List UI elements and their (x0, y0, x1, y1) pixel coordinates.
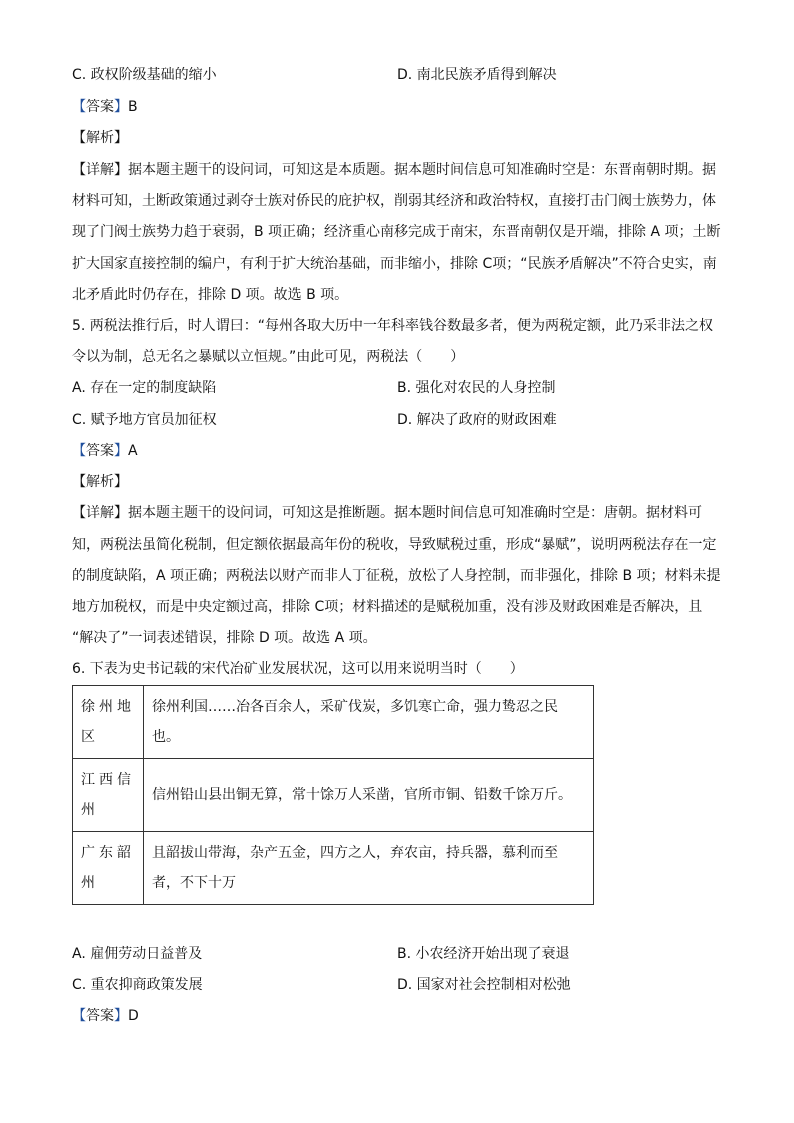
prev-detail-line-4: 扩大国家直接控制的编户，有利于扩大统治基础，而非缩小，排除 C项；“民族矛盾解决”不符合史实，南 (72, 256, 717, 272)
answer-bracket-close: 】 (114, 443, 128, 459)
answer-bracket-close: 】 (114, 1008, 128, 1024)
answer-bracket-open: 【 (72, 443, 86, 459)
q6-answer-value: D (128, 1008, 139, 1024)
q5-option-d: D. 解决了政府的财政困难 (397, 412, 557, 428)
q5-detail-line-4: 地方加税权，而是中央定额过高，排除 C项；材料描述的是赋税加重，没有涉及财政困难是否解决，且 (72, 599, 703, 615)
q5-option-c: C. 赋予地方官员加征权 (72, 412, 217, 428)
q5-detail-text-1: 据本题主题干的设问词，可知这是推断题。据本题时间信息可知准确时空是：唐朝。据材料可 (128, 505, 702, 521)
q5-detail-line-5: “解决了”一词表述错误，排除 D 项。故选 A 项。 (72, 630, 377, 646)
detail-label: 【详解】 (72, 162, 128, 178)
prev-detail-line-3: 现了门阀士族势力趋于衰弱，B 项正确；经济重心南移完成于南宋，东晋南朝仅是开端，排除 A 项；土断 (72, 224, 721, 240)
prev-analysis-label: 【解析】 (72, 130, 128, 146)
q6-answer-line (72, 1006, 139, 1026)
q6-option-a: A. 雇佣劳动日益普及 (72, 946, 203, 962)
q6-option-d: D. 国家对社会控制相对松弛 (397, 977, 571, 993)
prev-detail-line-2: 材料可知，土断政策通过剥夺士族对侨民的庇护权，削弱其经济和政治特权，直接打击门阀士族势力，体 (72, 193, 716, 209)
prev-detail-line-1 (72, 160, 716, 180)
answer-bracket-open: 【 (72, 1008, 86, 1024)
q5-option-a: A. 存在一定的制度缺陷 (72, 380, 217, 396)
q5-detail-line-2: 知，两税法虽简化税制，但定额依据最高年份的税收，导致赋税过重，形成“暴赋”，说明两税法存在一定 (72, 537, 717, 553)
q5-stem-line-2: 令以为制，总无名之暴赋以立恒规。”由此可见，两税法（ ） (72, 349, 465, 365)
table-cell-content: 且韶拔山带海，杂产五金，四方之人，弃农亩，持兵器，慕利而至者，不下十万 (144, 832, 594, 905)
q6-stem: 6. 下表为史书记载的宋代冶矿业发展状况，这可以用来说明当时（ ） (72, 661, 524, 677)
prev-answer-value: B (128, 99, 138, 115)
q5-answer-value: A (128, 443, 138, 459)
answer-bracket-close: 】 (114, 99, 128, 115)
table-row (73, 832, 594, 905)
q5-detail-line-3: 的制度缺陷，A 项正确；两税法以财产而非人丁征税，放松了人身控制，而非强化，排除 B 项；材料未提 (72, 568, 721, 584)
table-cell-region: 广东韶州 (73, 832, 144, 905)
q6-option-c: C. 重农抑商政策发展 (72, 977, 203, 993)
detail-label: 【详解】 (72, 505, 128, 521)
answer-bracket-open: 【 (72, 99, 86, 115)
prev-detail-line-5: 北矛盾此时仍存在，排除 D 项。故选 B 项。 (72, 287, 349, 303)
q5-analysis-label: 【解析】 (72, 474, 128, 490)
table-row (73, 759, 594, 832)
answer-label: 答案 (86, 1008, 114, 1024)
table-cell-content: 徐州利国……冶各百余人，采矿伐炭，多饥寒亡命，强力鸷忍之民也。 (144, 686, 594, 759)
table-cell-region: 徐州地区 (73, 686, 144, 759)
prev-detail-text-1: 据本题主题干的设问词，可知这是本质题。据本题时间信息可知准确时空是：东晋南朝时期。据 (128, 162, 716, 178)
q5-detail-line-1 (72, 503, 702, 523)
q5-answer-line (72, 441, 138, 461)
table-cell-region: 江西信州 (73, 759, 144, 832)
prev-option-c: C. 政权阶级基础的缩小 (72, 67, 217, 83)
table-cell-content: 信州铅山县出铜无算，常十馀万人采凿，官所市铜、铅数千馀万斤。 (144, 759, 594, 832)
answer-label: 答案 (86, 99, 114, 115)
q5-stem-line-1: 5. 两税法推行后，时人谓曰：“每州各取大历中一年科率钱谷数最多者，便为两税定额，此乃采非法之权 (72, 318, 714, 334)
q6-option-b: B. 小农经济开始出现了衰退 (397, 946, 570, 962)
table-row (73, 686, 594, 759)
prev-option-d: D. 南北民族矛盾得到解决 (397, 67, 557, 83)
q5-option-b: B. 强化对农民的人身控制 (397, 380, 556, 396)
prev-answer-line (72, 97, 138, 117)
q6-history-table (72, 685, 594, 905)
answer-label: 答案 (86, 443, 114, 459)
